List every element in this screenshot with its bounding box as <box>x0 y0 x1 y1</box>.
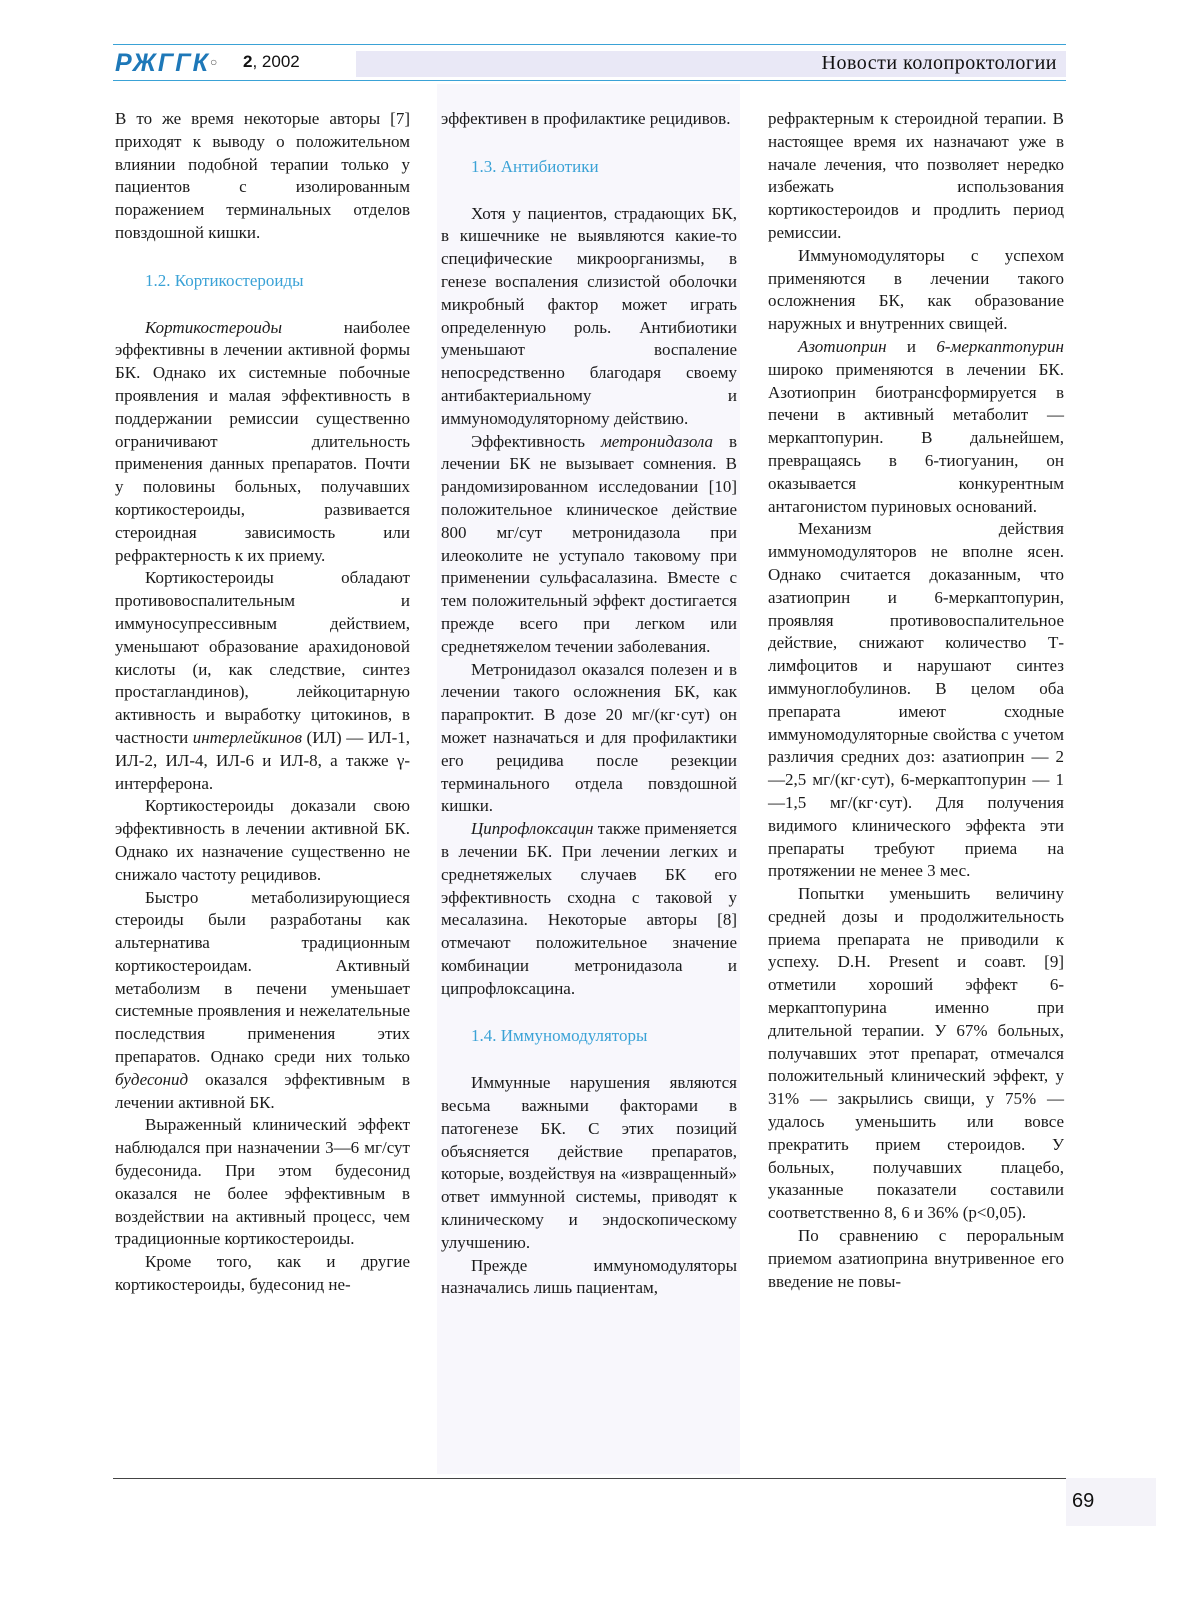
paragraph: Иммуномодуляторы с успехом применяются в лечении такого осложнения БК, как образование наружных и внутренних свищей. <box>768 245 1064 334</box>
section-title: Новости колопроктологии <box>821 52 1057 74</box>
emphasis: Кортикостероиды <box>145 317 282 337</box>
page-number: 69 <box>1072 1490 1095 1512</box>
paragraph: Кортикостероиды доказали свою эффективность в лечении активной БК. Однако их назначение существенно не снижало частоту рецидивов. <box>115 796 410 884</box>
paragraph: В то же время некоторые авторы [7] приходят к выводу о положительном влиянии подобной терапии только у пациентов с изолированным поражением терминальных отделов повздошной кишки. <box>115 109 410 242</box>
paragraph: По сравнению с пероральным приемом азатиоприна внутривенное его введение не повы- <box>768 1226 1064 1291</box>
emphasis: будесонид <box>115 1069 189 1089</box>
paragraph: Ципрофлоксацин также применяется в лечении БК. При лечении легких и среднетяжелых случаев БК его эффективность сходна с таковой у месалазина. Некоторые авторы [8] отмечают положительное значение комбинации метронидазола и ципрофлоксацина. <box>441 819 737 998</box>
subheading-immunomodulators: 1.4. Иммуномодуляторы <box>471 1026 648 1046</box>
subheading-antibiotics: 1.3. Антибиотики <box>471 156 599 176</box>
paragraph: Попытки уменьшить величину средней дозы и продолжительность приема препарата не приводили к успеху. D.H. Present и соавт. [9] отметили хороший эффект 6-меркаптопурина именно при длительной терапии. У 67% больных, получавших этот препарат, отмечался положительный клинический эффект, у 31% — закрылись свищи, у 75% — удалось уменьшить или вовсе прекратить прием стероидов. У больных, получавших плацебо, указанные показатели составили соответственно 8, 6 и 36% (р<0,05). <box>768 884 1064 1223</box>
paragraph: Выраженный клинический эффект наблюдался при назначении 3—6 мг/сут будесонида. При этом будесонид оказался не более эффективным в воздействии на активный процесс, чем традиционные кортикостероиды. <box>115 1115 410 1249</box>
paragraph: эффективен в профилактике рецидивов. <box>441 109 731 128</box>
header-rule-top <box>113 44 1066 45</box>
paragraph: Иммунные нарушения являются весьма важными факторами в патогенезе БК. С этих позиций объясняется действие препаратов, которые, воздействуя на «извращенный» ответ иммунной системы, приводят к клиническому и эндоскопическому улучшению. <box>441 1073 737 1252</box>
paragraph: рефрактерным к стероидной терапии. В настоящее время их назначают уже в начале лечения, что позволяет нередко избежать использования кортикостероидов и продлить период ремиссии. <box>768 109 1064 242</box>
right-column <box>768 108 1064 1293</box>
paragraph: Кортикостероиды наиболее эффективны в лечении активной формы БК. Однако их системные побочные проявления и малая эффективность в поддержании ремиссии существенно ограничивают длительность применения данных препаратов. Почти у половины больных, получавших кортикостероиды, развивается стероидная зависимость или рефрактерность к их приему. <box>115 317 410 565</box>
middle-column <box>441 108 737 1300</box>
emphasis: интерлейкинов <box>192 727 302 747</box>
paragraph: Прежде иммуномодуляторы назначались лишь пациентам, <box>441 1255 737 1298</box>
issue-year: , 2002 <box>252 52 300 71</box>
paragraph: Хотя у пациентов, страдающих БК, в кишечнике не выявляются какие-то специфические микроорганизмы, в генезе воспаления слизистой оболочки микробный фактор может играть определенную роль. Антибиотики уменьшают воспаление непосредственно благодаря своему антибактериальному и иммуномодуляторному действию. <box>441 203 737 428</box>
journal-logo: РЖГГК <box>115 49 210 77</box>
paragraph: Метронидазол оказался полезен и в лечении такого осложнения БК, как парапроктит. В дозе 20 мг/(кг·сут) он может назначаться и для профилактики его рецидива после резекции терминального отдела повздошной кишки. <box>441 659 737 816</box>
paragraph: Кроме того, как и другие кортикостероиды, будесонид не- <box>115 1252 410 1295</box>
issue-label <box>243 52 300 72</box>
paragraph: Азотиоприн и 6-меркаптопурин широко применяются в лечении БК. Азотиоприн биотрансформируется в печени в активный метаболит — меркаптопурин. В дальнейшем, превращаясь в 6-тиогуанин, он оказывается конкурентным антагонистом пуриновых оснований. <box>768 336 1064 516</box>
paragraph: Кортикостероиды обладают противовоспалительным и иммуносупрессивным действием, уменьшают образование арахидоновой кислоты (и, как следствие, синтез простагландинов), лейкоцитарную активность и выработку цитокинов, в частности интерлейкинов (ИЛ) — ИЛ-1, ИЛ-2, ИЛ-4, ИЛ-6 и ИЛ-8, а также γ-интерферона. <box>115 568 410 793</box>
emphasis: Азотиоприн <box>798 336 887 356</box>
emphasis: 6-меркаптопурин <box>936 336 1064 356</box>
paragraph: Эффективность метронидазола в лечении БК не вызывает сомнения. В рандомизированном исследовании [10] положительное клиническое действие 800 мг/сут метронидазола при илеоколите не уступало таковому при применении сульфасалазина. Вместе с тем положительный эффект достигается прежде всего при легком или среднетяжелом течении заболевания. <box>441 431 737 656</box>
header-rule-bottom <box>113 80 1066 81</box>
header-bullet: ○ <box>210 55 218 69</box>
subheading-corticosteroids: 1.2. Кортикостероиды <box>145 270 304 290</box>
emphasis: Ципрофлоксацин <box>471 819 594 839</box>
issue-number: 2 <box>243 52 253 71</box>
paragraph: Быстро метаболизирующиеся стероиды были разработаны как альтернатива традиционным кортикостероидам. Активный метаболизм в печени уменьшает системные проявления и нежелательные последствия применения этих препаратов. Однако среди них только будесонид оказался эффективным в лечении активной БК. <box>115 887 410 1112</box>
left-column <box>115 108 410 1297</box>
footer-rule <box>113 1478 1066 1479</box>
emphasis: метронидазола <box>600 431 714 451</box>
paragraph: Механизм действия иммуномодуляторов не вполне ясен. Однако считается доказанным, что азатиоприн и 6-меркаптопурин, проявляя противовоспалительное действие, снижают количество Т-лимфоцитов и нарушают синтез иммуноглобулинов. В целом оба препарата имеют сходные иммуномодуляторные свойства с учетом различия средних доз: азатиоприн — 2—2,5 мг/(кг·сут), 6-меркаптопурин — 1—1,5 мг/(кг·сут). Для получения видимого клинического эффекта эти препараты требуют приема на протяжении не менее 3 мес. <box>768 519 1064 881</box>
